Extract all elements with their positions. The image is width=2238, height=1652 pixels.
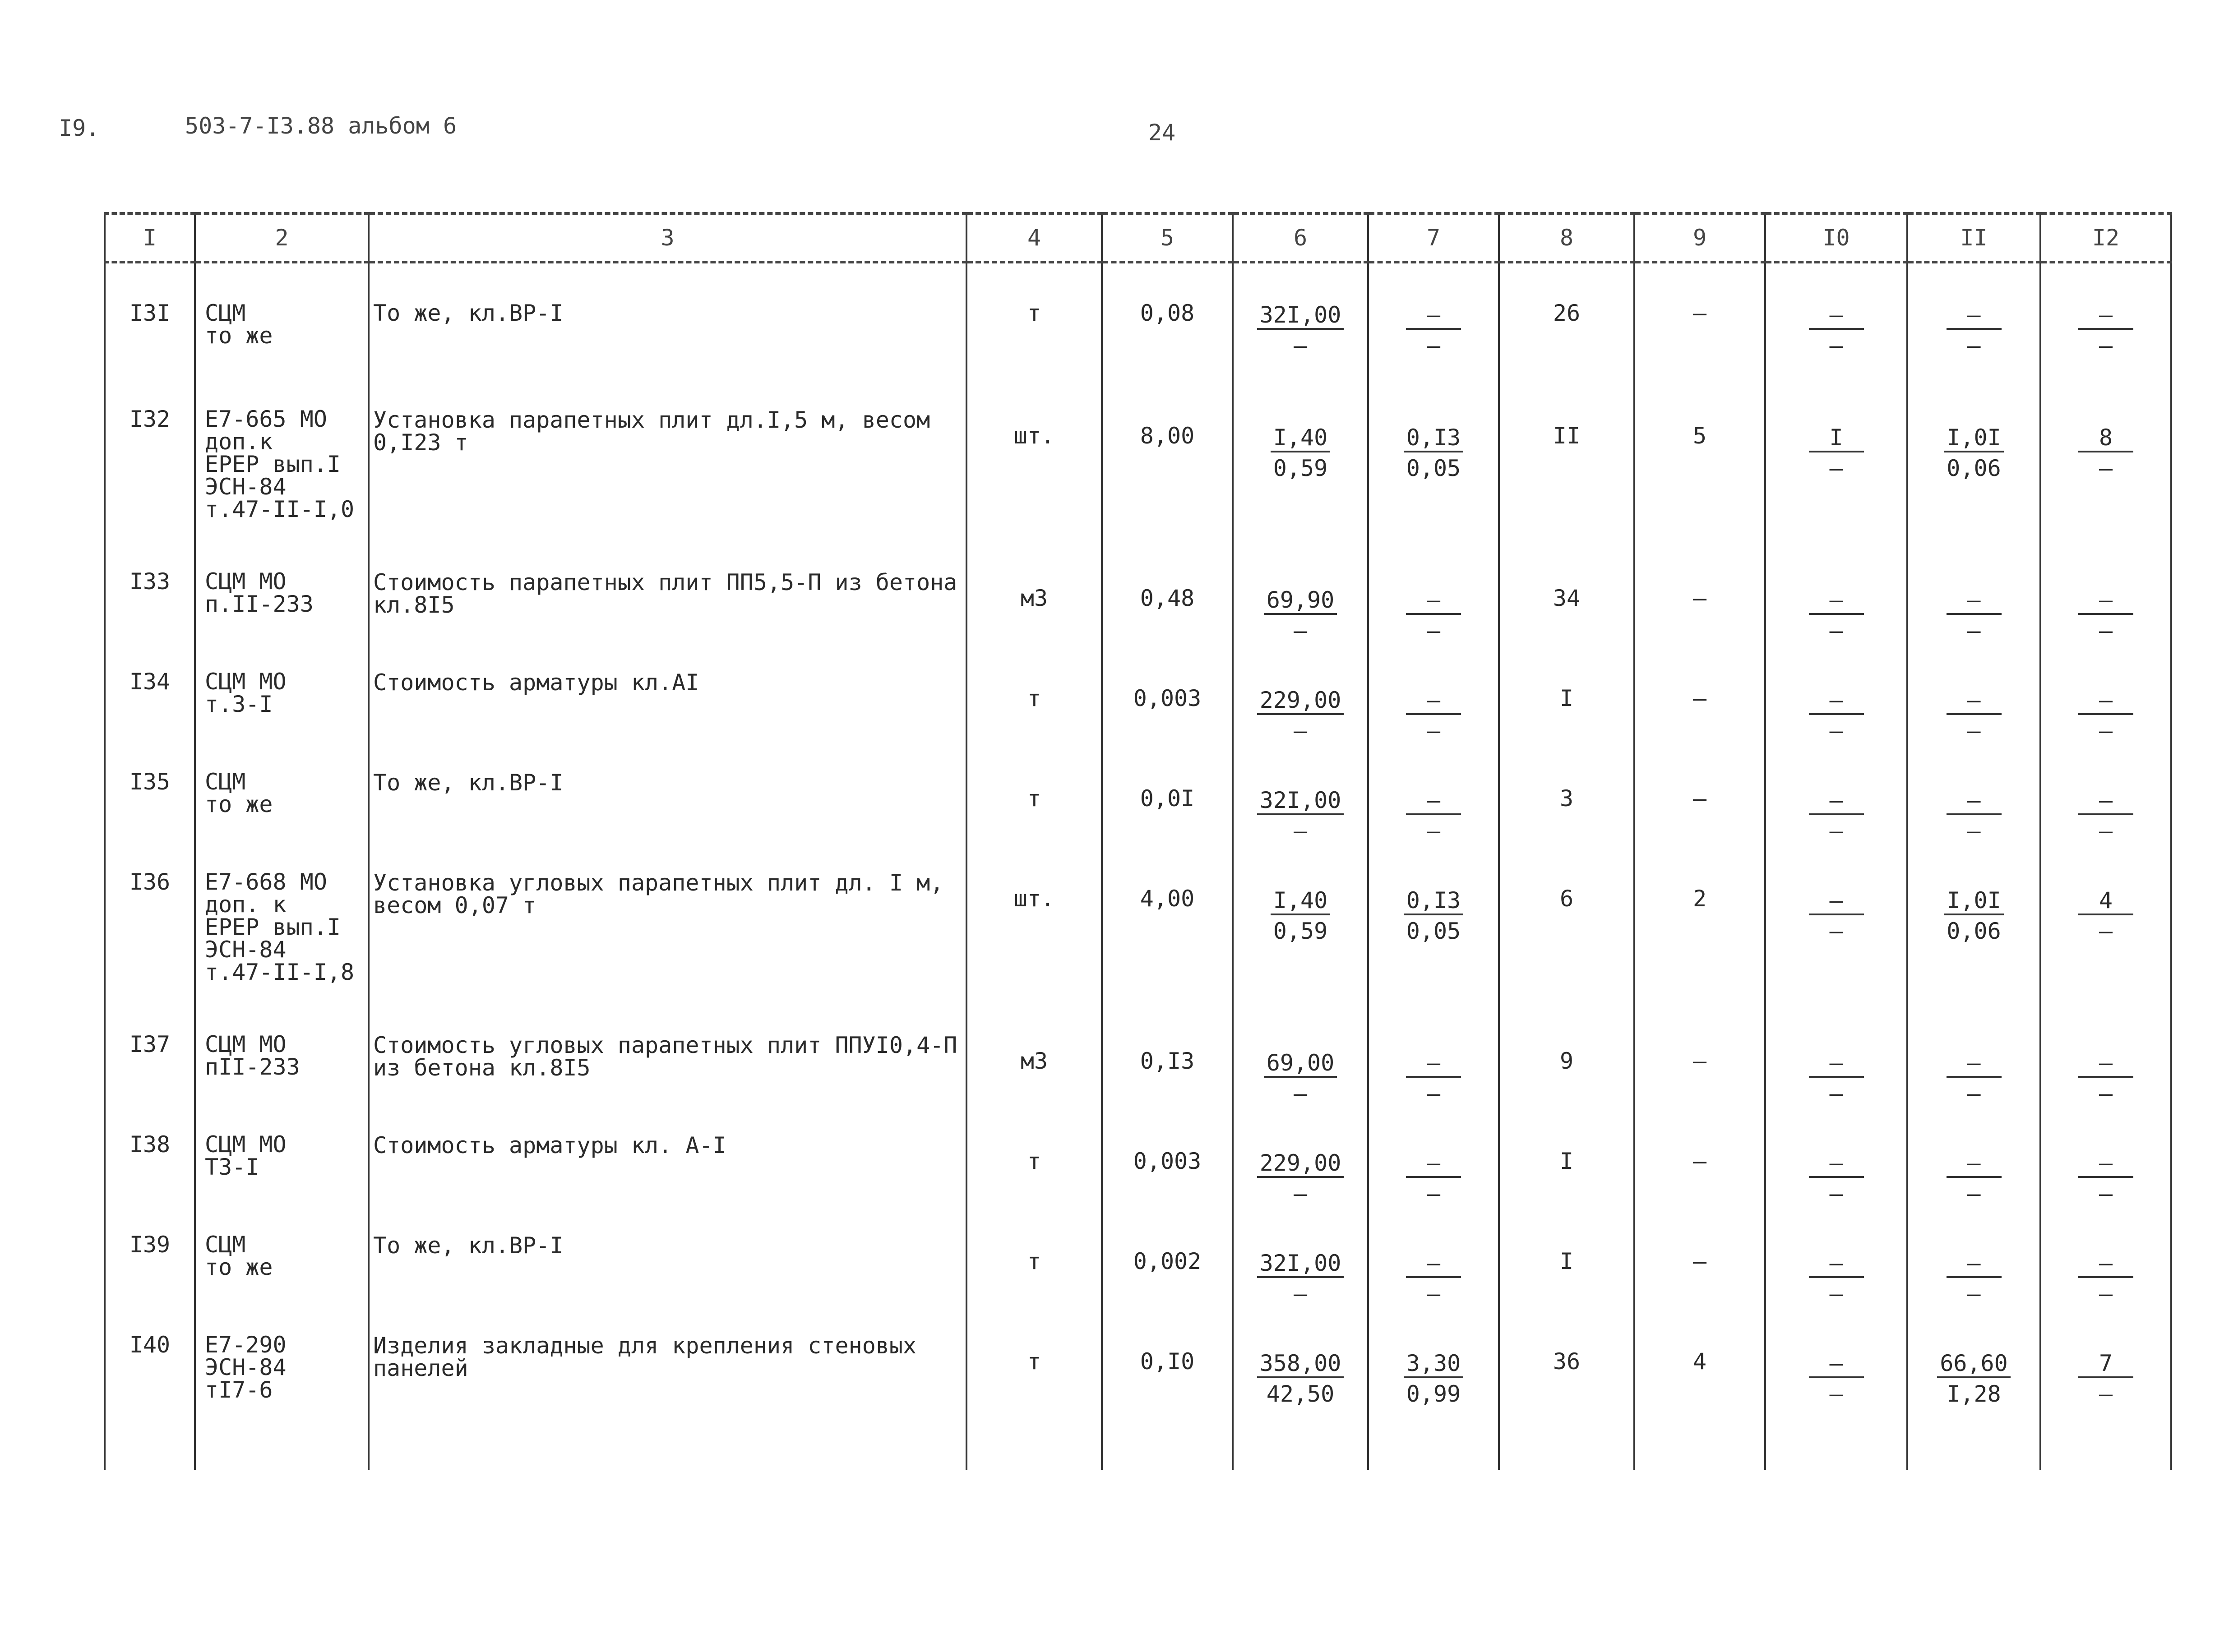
work-description: То же, кл.ВР-I (369, 262, 966, 400)
unit-cost (1233, 863, 1368, 1025)
rate-code-line: СЦМ (205, 300, 246, 326)
rate-code-cell (195, 1125, 369, 1225)
col11-value (1907, 1325, 2040, 1470)
operation-cost-numerator: – (1406, 1150, 1461, 1178)
col12-value (2040, 262, 2171, 400)
rate-code-line: т.3-I (205, 691, 273, 717)
unit: т (966, 1125, 1102, 1225)
rate-code-line: то же (205, 791, 273, 817)
quantity: 4,00 (1102, 863, 1233, 1025)
operation-cost-numerator: – (1406, 302, 1461, 330)
unit-cost (1233, 400, 1368, 562)
unit: т (966, 262, 1102, 400)
rate-code-cell (195, 262, 369, 400)
total-cost: 34 (1499, 562, 1634, 662)
rate-code-line: п.II-233 (205, 591, 314, 617)
col12-value-denominator: – (2099, 455, 2113, 481)
col11-value (1907, 1225, 2040, 1325)
col-header: 2 (195, 213, 369, 262)
unit: т (966, 662, 1102, 762)
wages: – (1634, 1225, 1765, 1325)
col11-value-numerator: I,0I (1944, 887, 2003, 915)
col12-value-denominator: – (2099, 618, 2113, 644)
rate-code-line: ЭСН-84 (205, 937, 287, 963)
wages: – (1634, 1125, 1765, 1225)
quantity: 0,002 (1102, 1225, 1233, 1325)
col11-value-numerator: 66,60 (1937, 1350, 2011, 1378)
col12-value (2040, 1025, 2171, 1125)
unit-cost (1233, 262, 1368, 400)
col11-value-denominator: – (1967, 618, 1981, 644)
operation-cost-denominator: 0,99 (1406, 1381, 1461, 1407)
col10-value (1765, 1125, 1907, 1225)
rate-code-line: СЦМ (205, 769, 246, 795)
col10-value (1765, 863, 1907, 1025)
col11-value (1907, 662, 2040, 762)
col11-value-denominator: – (1967, 1181, 1981, 1207)
wages: 2 (1634, 863, 1765, 1025)
col12-value-denominator: – (2099, 718, 2113, 744)
rate-code-cell (195, 1325, 369, 1470)
col11-value-numerator: – (1947, 587, 2002, 615)
rate-code-line: Е7-290 (205, 1332, 287, 1358)
col12-value-denominator: – (2099, 1181, 2113, 1207)
col10-value-numerator: – (1809, 1150, 1864, 1178)
col11-value-numerator: – (1947, 1150, 2002, 1178)
unit-cost-denominator: – (1293, 332, 1308, 359)
operation-cost (1368, 1225, 1499, 1325)
unit-cost-denominator: – (1293, 618, 1308, 644)
table-row (105, 1225, 2171, 1325)
operation-cost (1368, 662, 1499, 762)
col10-value-numerator: – (1809, 587, 1864, 615)
total-cost: I (1499, 662, 1634, 762)
table-row (105, 662, 2171, 762)
operation-cost-numerator: 0,I3 (1404, 887, 1463, 915)
rate-code-line: СЦМ (205, 1232, 246, 1258)
work-description: То же, кл.ВР-I (369, 762, 966, 863)
table-row (105, 562, 2171, 662)
unit: м3 (966, 562, 1102, 662)
rate-code-cell (195, 662, 369, 762)
work-description: Стоимость парапетных плит ПП5,5-П из бетона кл.8I5 (369, 562, 966, 662)
unit-cost-denominator: – (1293, 1281, 1308, 1307)
col10-value-denominator: – (1829, 1281, 1843, 1307)
unit-cost (1233, 562, 1368, 662)
col-header: 7 (1368, 213, 1499, 262)
col-header: 8 (1499, 213, 1634, 262)
unit: т (966, 762, 1102, 863)
col10-value-numerator: – (1809, 787, 1864, 815)
row-number: I35 (105, 762, 195, 863)
col10-value-numerator: – (1809, 1250, 1864, 1278)
col11-value (1907, 562, 2040, 662)
work-description: Стоимость арматуры кл.АI (369, 662, 966, 762)
unit-cost (1233, 1125, 1368, 1225)
table-row (105, 863, 2171, 1025)
unit-cost-numerator: 69,00 (1264, 1050, 1337, 1078)
operation-cost-numerator: – (1406, 687, 1461, 715)
col-header: 6 (1233, 213, 1368, 262)
rate-code-line: т.47-II-I,0 (205, 496, 355, 522)
table-row (105, 1025, 2171, 1125)
unit-cost (1233, 762, 1368, 863)
operation-cost (1368, 1025, 1499, 1125)
row-number: I39 (105, 1225, 195, 1325)
total-cost: 6 (1499, 863, 1634, 1025)
col12-value-numerator: 8 (2078, 425, 2133, 452)
col10-value-denominator: – (1829, 1080, 1843, 1107)
rate-code-line: ЭСН-84 (205, 474, 287, 500)
col11-value-numerator: I,0I (1944, 425, 2003, 452)
operation-cost-numerator: – (1406, 1250, 1461, 1278)
quantity: 0,0I (1102, 762, 1233, 863)
col-header: 5 (1102, 213, 1233, 262)
sheet-number: 24 (1148, 120, 1176, 146)
rate-code-line: СЦМ МО (205, 568, 287, 595)
col10-value-numerator: – (1809, 1050, 1864, 1078)
col12-value-numerator: – (2078, 787, 2133, 815)
col10-value-denominator: – (1829, 618, 1843, 644)
col10-value (1765, 662, 1907, 762)
col10-value (1765, 1225, 1907, 1325)
operation-cost-numerator: – (1406, 587, 1461, 615)
col11-value (1907, 863, 2040, 1025)
rate-code-line: тI7-6 (205, 1377, 273, 1403)
row-number: I36 (105, 863, 195, 1025)
table-row (105, 1125, 2171, 1225)
wages: – (1634, 662, 1765, 762)
row-number: I40 (105, 1325, 195, 1470)
operation-cost (1368, 863, 1499, 1025)
row-number: I33 (105, 562, 195, 662)
col10-value-denominator: – (1829, 1181, 1843, 1207)
col12-value-numerator: 7 (2078, 1350, 2133, 1378)
rate-code-line: Е7-665 МО (205, 406, 327, 432)
rate-code-line: СЦМ МО (205, 669, 287, 695)
rate-code-cell (195, 762, 369, 863)
col11-value (1907, 400, 2040, 562)
col12-value (2040, 1225, 2171, 1325)
col11-value-denominator: – (1967, 818, 1981, 844)
operation-cost-denominator: – (1426, 1181, 1441, 1207)
rate-code-line: т.47-II-I,8 (205, 959, 355, 985)
operation-cost-numerator: 0,I3 (1404, 425, 1463, 452)
col12-value-denominator: – (2099, 1281, 2113, 1307)
operation-cost (1368, 1325, 1499, 1470)
col12-value (2040, 400, 2171, 562)
rate-code-line: пII-233 (205, 1054, 300, 1080)
operation-cost-denominator: – (1426, 1281, 1441, 1307)
col-header: II (1907, 213, 2040, 262)
wages: – (1634, 562, 1765, 662)
rate-code-line: доп. к (205, 891, 287, 918)
col10-value-denominator: – (1829, 918, 1843, 944)
unit-cost-numerator: I,40 (1271, 425, 1330, 452)
quantity: 0,I0 (1102, 1325, 1233, 1470)
col10-value-numerator: – (1809, 302, 1864, 330)
total-cost: 26 (1499, 262, 1634, 400)
col-header: 3 (369, 213, 966, 262)
quantity: 0,48 (1102, 562, 1233, 662)
row-number: I3I (105, 262, 195, 400)
wages: 4 (1634, 1325, 1765, 1470)
operation-cost (1368, 262, 1499, 400)
unit-cost (1233, 662, 1368, 762)
col10-value-denominator: – (1829, 1381, 1843, 1407)
col10-value (1765, 262, 1907, 400)
col-header: I0 (1765, 213, 1907, 262)
quantity: 0,08 (1102, 262, 1233, 400)
unit-cost-numerator: 32I,00 (1257, 1250, 1344, 1278)
rate-code-line: то же (205, 323, 273, 349)
rate-code-cell (195, 562, 369, 662)
operation-cost-numerator: – (1406, 1050, 1461, 1078)
col-header: 4 (966, 213, 1102, 262)
wages: 5 (1634, 400, 1765, 562)
col10-value-numerator: – (1809, 887, 1864, 915)
work-description: То же, кл.ВР-I (369, 1225, 966, 1325)
col12-value-denominator: – (2099, 1080, 2113, 1107)
rate-code-cell (195, 863, 369, 1025)
total-cost: 36 (1499, 1325, 1634, 1470)
rate-code-line: ЭСН-84 (205, 1354, 287, 1380)
col12-value (2040, 662, 2171, 762)
rate-code-line: ЕРЕР вып.I (205, 914, 341, 940)
col10-value-denominator: – (1829, 818, 1843, 844)
col12-value (2040, 1125, 2171, 1225)
unit-cost-numerator: 229,00 (1257, 687, 1344, 715)
rate-code-line: Т3-I (205, 1154, 259, 1180)
col10-value (1765, 400, 1907, 562)
unit-cost (1233, 1225, 1368, 1325)
operation-cost (1368, 1125, 1499, 1225)
col10-value-numerator: – (1809, 687, 1864, 715)
col11-value-numerator: – (1947, 687, 2002, 715)
rate-code-cell (195, 400, 369, 562)
operation-cost-denominator: – (1426, 718, 1441, 744)
rate-code-line: то же (205, 1254, 273, 1280)
col10-value-numerator: I (1809, 425, 1864, 452)
operation-cost (1368, 762, 1499, 863)
operation-cost-denominator: 0,05 (1406, 455, 1461, 481)
page-number: I9. (59, 115, 100, 141)
unit-cost-numerator: 69,90 (1264, 587, 1337, 615)
operation-cost (1368, 400, 1499, 562)
unit-cost (1233, 1025, 1368, 1125)
col11-value-numerator: – (1947, 1250, 2002, 1278)
col11-value-numerator: – (1947, 302, 2002, 330)
col11-value (1907, 1025, 2040, 1125)
col12-value-numerator: – (2078, 1150, 2133, 1178)
unit-cost-denominator: – (1293, 1080, 1308, 1107)
work-description: Стоимость угловых парапетных плит ППУI0,4-П из бетона кл.8I5 (369, 1025, 966, 1125)
col11-value-numerator: – (1947, 787, 2002, 815)
table-row (105, 762, 2171, 863)
quantity: 0,003 (1102, 662, 1233, 762)
col11-value-denominator: 0,06 (1947, 455, 2001, 481)
document-code: 503-7-I3.88 альбом 6 (185, 113, 457, 139)
rate-code-line: доп.к (205, 429, 273, 455)
wages: – (1634, 762, 1765, 863)
col11-value-denominator: – (1967, 1281, 1981, 1307)
rate-code-line: СЦМ МО (205, 1031, 287, 1057)
col11-value (1907, 762, 2040, 863)
col10-value-denominator: – (1829, 455, 1843, 481)
unit: м3 (966, 1025, 1102, 1125)
col-header: I2 (2040, 213, 2171, 262)
unit-cost (1233, 1325, 1368, 1470)
unit-cost-denominator: 0,59 (1273, 918, 1328, 944)
col10-value-numerator: – (1809, 1350, 1864, 1378)
unit-cost-denominator: 0,59 (1273, 455, 1328, 481)
operation-cost-denominator: – (1426, 818, 1441, 844)
column-numbers-row (105, 213, 2171, 262)
total-cost: 9 (1499, 1025, 1634, 1125)
unit: шт. (966, 863, 1102, 1025)
col11-value-numerator: – (1947, 1050, 2002, 1078)
total-cost: 3 (1499, 762, 1634, 863)
col12-value-numerator: – (2078, 587, 2133, 615)
unit-cost-numerator: 229,00 (1257, 1150, 1344, 1178)
col12-value (2040, 562, 2171, 662)
row-number: I38 (105, 1125, 195, 1225)
col11-value (1907, 262, 2040, 400)
rate-code-cell (195, 1025, 369, 1125)
unit: т (966, 1325, 1102, 1470)
operation-cost-numerator: – (1406, 787, 1461, 815)
col10-value (1765, 1025, 1907, 1125)
unit-cost-denominator: – (1293, 818, 1308, 844)
unit: шт. (966, 400, 1102, 562)
total-cost: II (1499, 400, 1634, 562)
unit-cost-denominator: – (1293, 718, 1308, 744)
col11-value-denominator: I,28 (1947, 1381, 2001, 1407)
rate-code-line: Е7-668 МО (205, 869, 327, 895)
table-row (105, 400, 2171, 562)
unit-cost-denominator: 42,50 (1266, 1381, 1335, 1407)
quantity: 0,003 (1102, 1125, 1233, 1225)
col10-value (1765, 562, 1907, 662)
col11-value-denominator: – (1967, 718, 1981, 744)
table-row (105, 262, 2171, 400)
work-description: Изделия закладные для крепления стеновых панелей (369, 1325, 966, 1470)
operation-cost-denominator: – (1426, 1080, 1441, 1107)
table-row (105, 1325, 2171, 1470)
col11-value-denominator: – (1967, 332, 1981, 359)
unit-cost-numerator: 32I,00 (1257, 302, 1344, 330)
wages: – (1634, 1025, 1765, 1125)
estimate-table (104, 212, 2172, 1470)
work-description: Установка угловых парапетных плит дл. I м, весом 0,07 т (369, 863, 966, 1025)
col-header: 9 (1634, 213, 1765, 262)
wages: – (1634, 262, 1765, 400)
row-number: I34 (105, 662, 195, 762)
total-cost: I (1499, 1125, 1634, 1225)
work-description: Установка парапетных плит дл.I,5 м, весом 0,I23 т (369, 400, 966, 562)
operation-cost-denominator: – (1426, 332, 1441, 359)
col12-value-numerator: – (2078, 1050, 2133, 1078)
col12-value-numerator: – (2078, 302, 2133, 330)
row-number: I32 (105, 400, 195, 562)
quantity: 8,00 (1102, 400, 1233, 562)
col12-value-numerator: – (2078, 687, 2133, 715)
col12-value (2040, 863, 2171, 1025)
col12-value (2040, 762, 2171, 863)
col-header: I (105, 213, 195, 262)
unit: т (966, 1225, 1102, 1325)
col11-value (1907, 1125, 2040, 1225)
col12-value-denominator: – (2099, 332, 2113, 359)
operation-cost-denominator: – (1426, 618, 1441, 644)
work-description: Стоимость арматуры кл. А-I (369, 1125, 966, 1225)
rate-code-cell (195, 1225, 369, 1325)
col12-value-denominator: – (2099, 1381, 2113, 1407)
col12-value-numerator: – (2078, 1250, 2133, 1278)
col10-value (1765, 1325, 1907, 1470)
col11-value-denominator: – (1967, 1080, 1981, 1107)
col12-value-denominator: – (2099, 918, 2113, 944)
total-cost: I (1499, 1225, 1634, 1325)
col12-value-numerator: 4 (2078, 887, 2133, 915)
operation-cost-denominator: 0,05 (1406, 918, 1461, 944)
col10-value-denominator: – (1829, 332, 1843, 359)
row-number: I37 (105, 1025, 195, 1125)
rate-code-line: СЦМ МО (205, 1131, 287, 1158)
col12-value (2040, 1325, 2171, 1470)
col10-value (1765, 762, 1907, 863)
col11-value-denominator: 0,06 (1947, 918, 2001, 944)
unit-cost-numerator: I,40 (1271, 887, 1330, 915)
operation-cost-numerator: 3,30 (1404, 1350, 1463, 1378)
unit-cost-numerator: 32I,00 (1257, 787, 1344, 815)
rate-code-line: ЕРЕР вып.I (205, 451, 341, 477)
col12-value-denominator: – (2099, 818, 2113, 844)
operation-cost (1368, 562, 1499, 662)
quantity: 0,I3 (1102, 1025, 1233, 1125)
unit-cost-denominator: – (1293, 1181, 1308, 1207)
col10-value-denominator: – (1829, 718, 1843, 744)
unit-cost-numerator: 358,00 (1257, 1350, 1344, 1378)
